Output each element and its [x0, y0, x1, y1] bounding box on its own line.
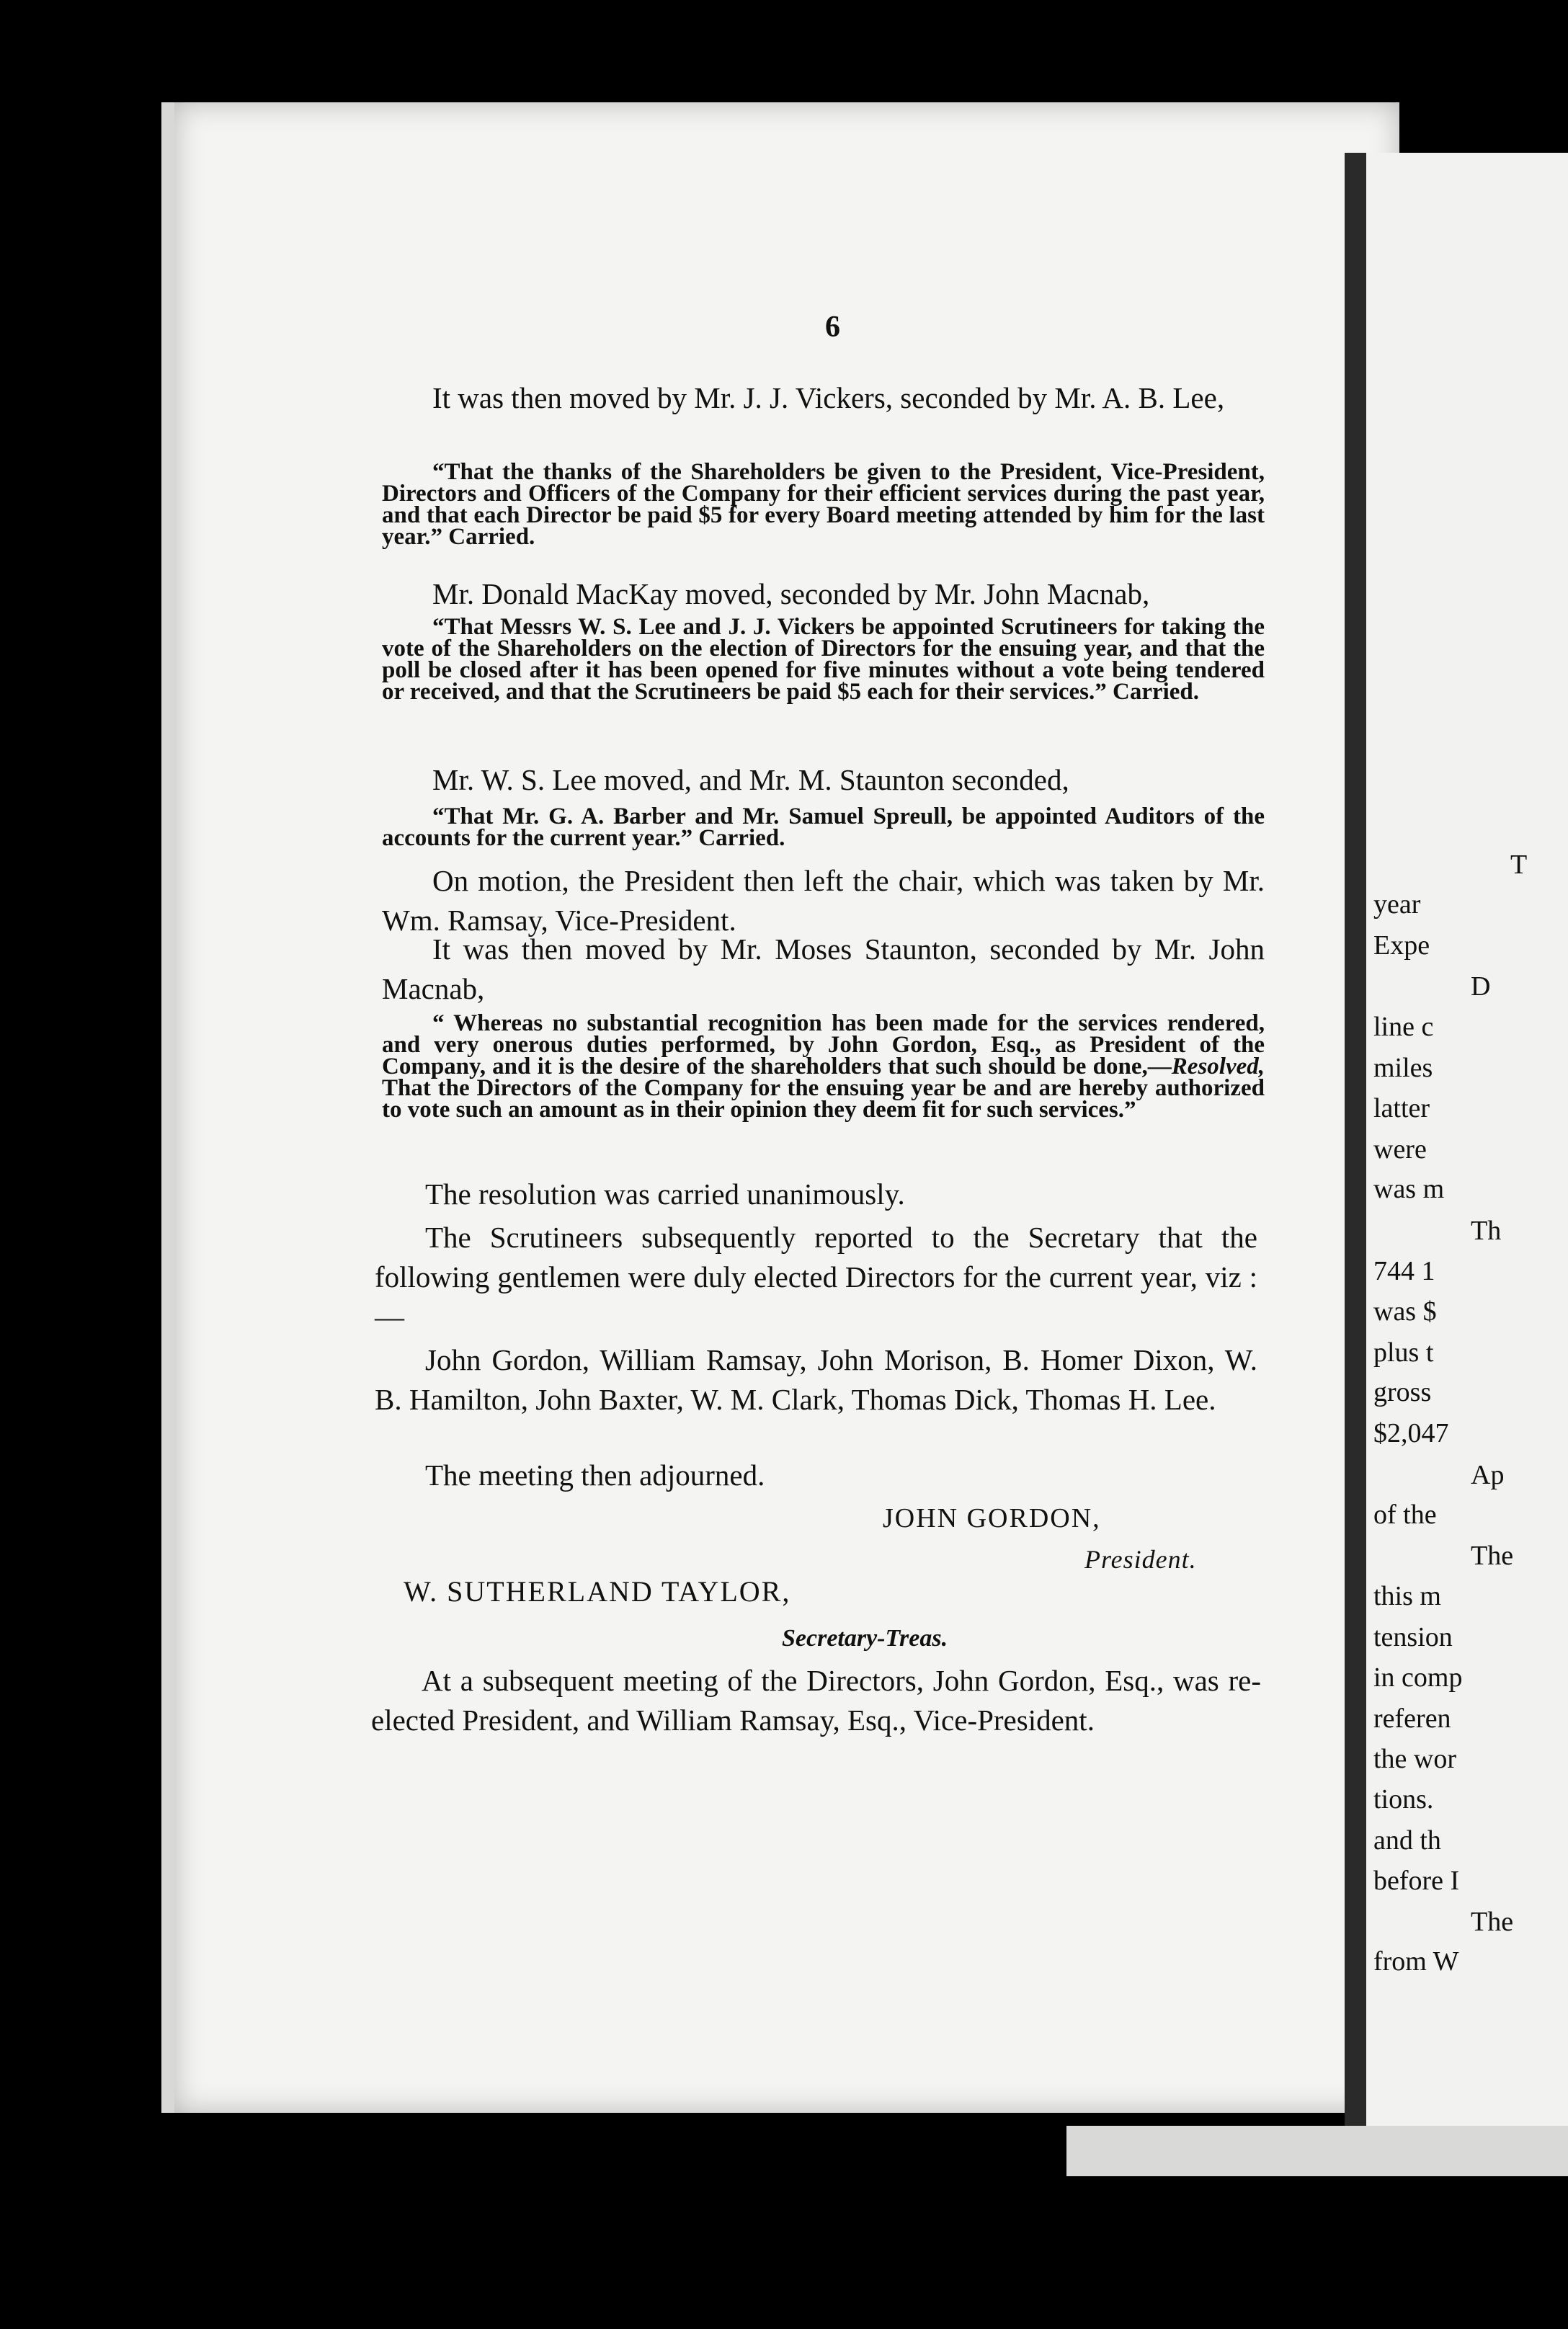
president-title: President. — [1084, 1545, 1197, 1574]
right-fragment: referen — [1373, 1704, 1451, 1734]
paragraph: The meeting then adjourned. — [425, 1459, 765, 1492]
right-fragment: was $ — [1373, 1296, 1437, 1327]
right-fragment: line c — [1373, 1012, 1434, 1042]
paragraph: The resolution was carried unanimously. — [425, 1177, 905, 1211]
paragraph: It was then moved by Mr. Moses Staunton, seconded by Mr. John Macnab, — [382, 932, 1265, 1005]
secretary-name: W. SUTHERLAND TAYLOR, — [404, 1575, 791, 1608]
secretary-title: Secretary-Treas. — [782, 1625, 948, 1652]
president-name: JOHN GORDON, — [883, 1503, 1101, 1533]
right-fragment: T — [1510, 850, 1528, 880]
right-fragment: $2,047 — [1373, 1418, 1449, 1448]
paragraph: It was then moved by Mr. J. J. Vickers, seconded by Mr. A. B. Lee, — [432, 381, 1225, 414]
right-fragment: The — [1471, 1907, 1514, 1937]
quote: “That the thanks of the Shareholders be given to the President, Vice-President, Directors and Officers of the Company for their efficient services during the past year, and that each Director be paid $5 for every Board meeting attended by him for the last year.” Carried. — [382, 459, 1265, 550]
right-fragment: and th — [1373, 1825, 1441, 1856]
right-page — [1366, 153, 1568, 2127]
quote-lead: “ Whereas no substantial recognition has been made for the services rendered, and very onerous duties performed, by John Gordon, Esq., as President of the Company, and it is the desire of the shareholders that such should be done,— — [382, 1010, 1265, 1079]
quote: “That Mr. G. A. Barber and Mr. Samuel Spreull, be appointed Auditors of the accounts for the current year.” Carried. — [382, 803, 1265, 851]
quote: “That Messrs W. S. Lee and J. J. Vickers be appointed Scrutineers for taking the vote of the Shareholders on the election of Directors for the ensuing year, and that the poll be closed after it has been opened for five minutes without a vote being tendered or received, and that the Scrutineers be paid $5 each for their services.” Carried. — [382, 614, 1265, 705]
right-fragment: were — [1373, 1134, 1427, 1164]
paragraph: The Scrutineers subsequently reported to the Secretary that the following gentlemen were duly elected Directors for the current year, viz :— — [375, 1221, 1257, 1333]
right-fragment: of the — [1373, 1500, 1437, 1530]
right-fragment: Th — [1471, 1216, 1502, 1246]
quote-rest: That the Directors of the Company for the ensuing year be and are hereby authorized to vote such an amount as in their opinion they deem fit for such services.” — [382, 1075, 1265, 1123]
right-fragment: Ap — [1471, 1460, 1505, 1490]
right-fragment: plus t — [1373, 1337, 1434, 1368]
paragraph: John Gordon, William Ramsay, John Morison, B. Homer Dixon, W. B. Hamilton, John Baxter, W. M. Clark, Thomas Dick, Thomas H. Lee. — [375, 1343, 1257, 1416]
paragraph: At a subsequent meeting of the Directors, John Gordon, Esq., was re-elected President, and William Ramsay, Esq., Vice-President. — [371, 1664, 1261, 1737]
right-fragment: gross — [1373, 1377, 1432, 1407]
right-fragment: the wor — [1373, 1744, 1457, 1774]
paragraph: Mr. Donald MacKay moved, seconded by Mr. John Macnab, — [432, 577, 1150, 610]
paragraph: Mr. W. S. Lee moved, and Mr. M. Staunton seconded, — [432, 763, 1069, 796]
right-fragment: D — [1471, 971, 1491, 1002]
book-gutter — [1345, 153, 1368, 2127]
right-fragment: was m — [1373, 1174, 1445, 1204]
right-fragment: 744 1 — [1373, 1256, 1435, 1286]
right-fragment: The — [1471, 1541, 1514, 1571]
resolved-word: Resolved, — [1171, 1054, 1265, 1079]
right-fragment: tions. — [1373, 1784, 1434, 1814]
right-fragment: miles — [1373, 1053, 1433, 1083]
right-fragment: tension — [1373, 1622, 1453, 1652]
page-edge — [1066, 2126, 1568, 2176]
page-number: 6 — [825, 311, 840, 344]
paragraph: On motion, the President then left the chair, which was taken by Mr. Wm. Ramsay, Vice-President. — [382, 864, 1265, 937]
right-fragment: latter — [1373, 1093, 1430, 1123]
right-fragment: Expe — [1373, 930, 1430, 961]
right-fragment: year — [1373, 889, 1421, 919]
right-fragment: from W — [1373, 1946, 1459, 1977]
right-fragment: before I — [1373, 1866, 1460, 1896]
right-fragment: in comp — [1373, 1662, 1463, 1693]
right-fragment: this m — [1373, 1581, 1441, 1611]
quote — [382, 1012, 1265, 1121]
